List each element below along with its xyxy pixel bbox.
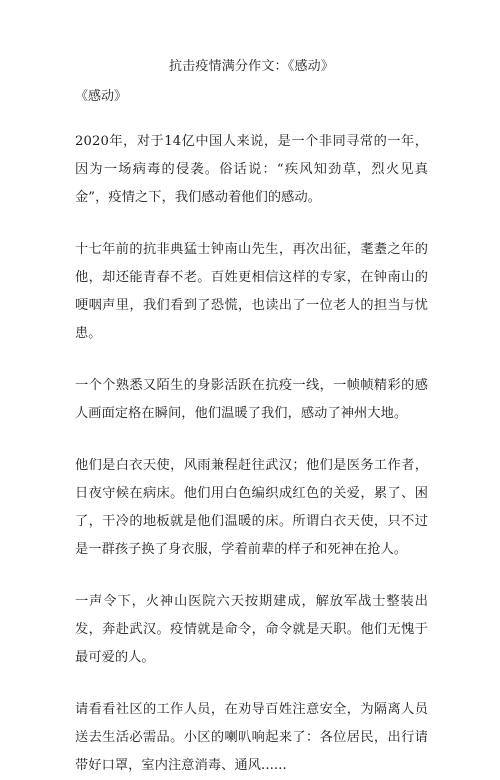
paragraph-4: 他们是白衣天使，风雨兼程赶往武汉；他们是医务工作者，日夜守候在病床。他们用白色编织成红色的关爱，累了、困了，干冷的地板就是他们温暖的床。所谓白衣天使，只不过是一群孩子换了身衣服，学着前辈的样子和死神在抢人。 [75, 458, 428, 557]
paragraph-6: 请看看社区的工作人员，在劝导百姓注意安全，为隔离人员送去生活必需品。小区的喇叭响起来了：各位居民，出行请带好口罩，室内注意消毒、通风...... [75, 702, 428, 773]
paragraph-3: 一个个熟悉又陌生的身影活跃在抗疫一线，一帧帧精彩的感人画面定格在瞬间，他们温暖了我们，感动了神州大地。 [75, 378, 428, 421]
paragraph-5: 一声令下，火神山医院六天按期建成，解放军战士整装出发，奔赴武汉。疫情就是命令，命令就是天职。他们无愧于最可爱的人。 [75, 594, 428, 665]
essay-title: 《感动》 [75, 89, 128, 104]
document-title: 抗击疫情满分作文：《感动》 [168, 59, 335, 74]
paragraph-1: 2020年，对于14亿中国人来说，是一个非同寻常的一年，因为一场病毒的侵袭。俗话说：“疾风知劲草，烈火见真金”，疫情之下，我们感动着他们的感动。 [75, 134, 428, 205]
paragraph-2: 十七年前的抗非典猛士钟南山先生，再次出征，耄耋之年的他，却还能青春不老。百姓更相信这样的专家，在钟南山的哽咽声里，我们看到了恐慌，也读出了一位老人的担当与忧患。 [75, 242, 428, 341]
